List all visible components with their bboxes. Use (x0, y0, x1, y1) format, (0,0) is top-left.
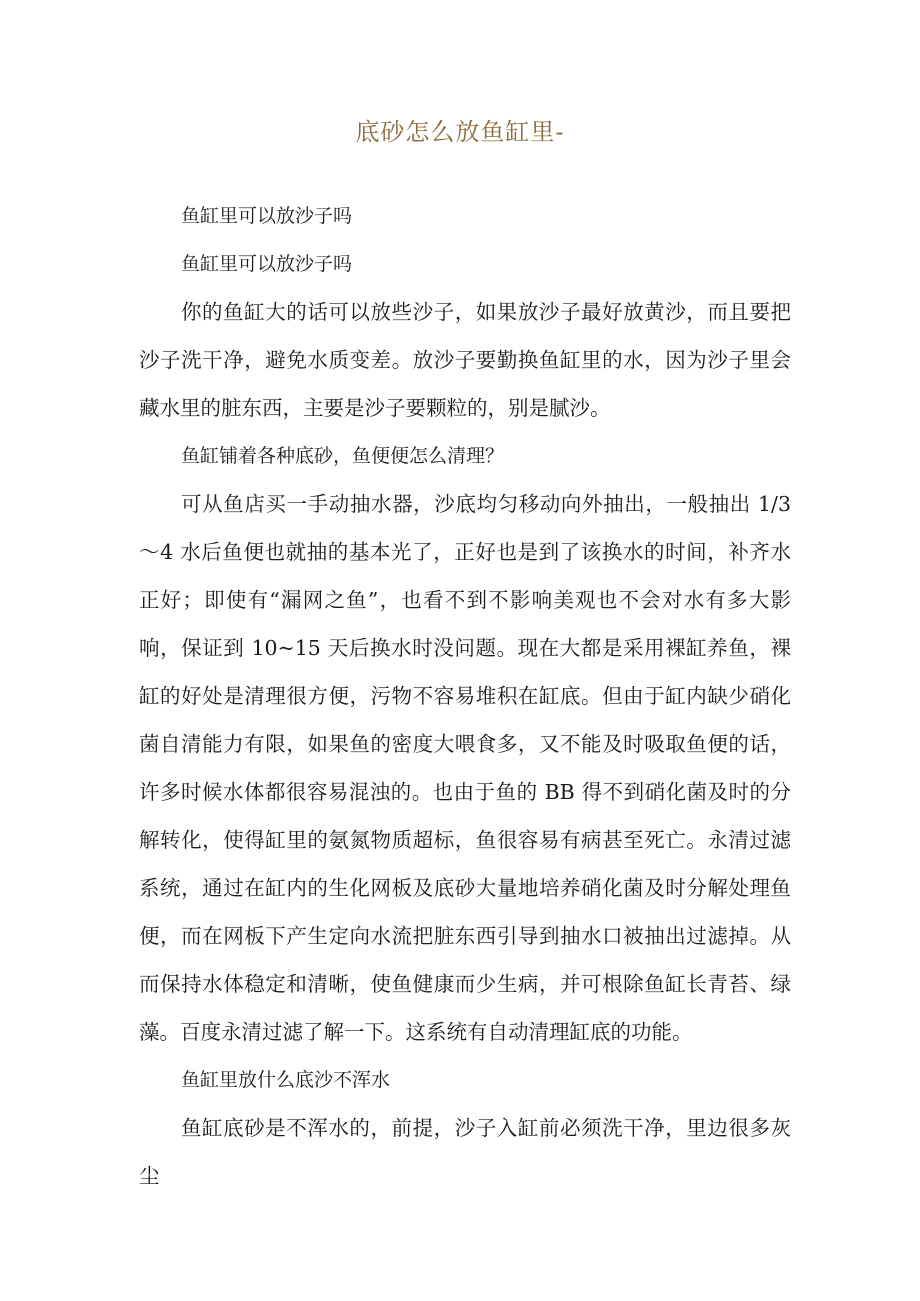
paragraph: 鱼缸底砂是不浑水的，前提，沙子入缸前必须洗干净，里边很多灰尘 (139, 1116, 791, 1188)
section-heading: 鱼缸铺着各种底砂，鱼便便怎么清理？ (181, 445, 505, 467)
section-heading: 鱼缸里可以放沙子吗 (181, 205, 353, 227)
section-heading: 鱼缸里可以放沙子吗 (181, 253, 353, 275)
paragraph: 可从鱼店买一手动抽水器，沙底均匀移动向外抽出，一般抽出 1/3～4 水后鱼便也就抽的基本光了，正好也是到了该换水的时间，补齐水正好；即使有“漏网之鱼”，也看不到不影响美观也不会对水有多大影响，保证到 10~15 天后换水时没问题。现在大都是采用裸缸养鱼，裸缸的好处是清理很方便，污物不容易堆积在缸底。但由于缸内缺少硝化菌自清能力有限，如果鱼的密度大喂食多，又不能及时吸取鱼便的话，许多时候水体都很容易混浊的。也由于鱼的 BB 得不到硝化菌及时的分解转化，使得缸里的氨氮物质超标，鱼很容易有病甚至死亡。永清过滤系统，通过在缸内的生化网板及底砂大量地培养硝化菌及时分解处理鱼便，而在网板下产生定向水流把脏东西引导到抽水口被抽出过滤掉。从而保持水体稳定和清晰，使鱼健康而少生病，并可根除鱼缸长青苔、绿藻。百度永清过滤了解一下。这系统有自动清理缸底的功能。 (139, 492, 791, 1044)
section-heading: 鱼缸里放什么底沙不浑水 (181, 1069, 391, 1091)
document-title: 底砂怎么放鱼缸里- (355, 118, 565, 146)
document-body (139, 192, 791, 1200)
paragraph: 你的鱼缸大的话可以放些沙子，如果放沙子最好放黄沙，而且要把沙子洗干净，避免水质变差。放沙子要勤换鱼缸里的水，因为沙子里会藏水里的脏东西，主要是沙子要颗粒的，别是腻沙。 (139, 300, 791, 420)
